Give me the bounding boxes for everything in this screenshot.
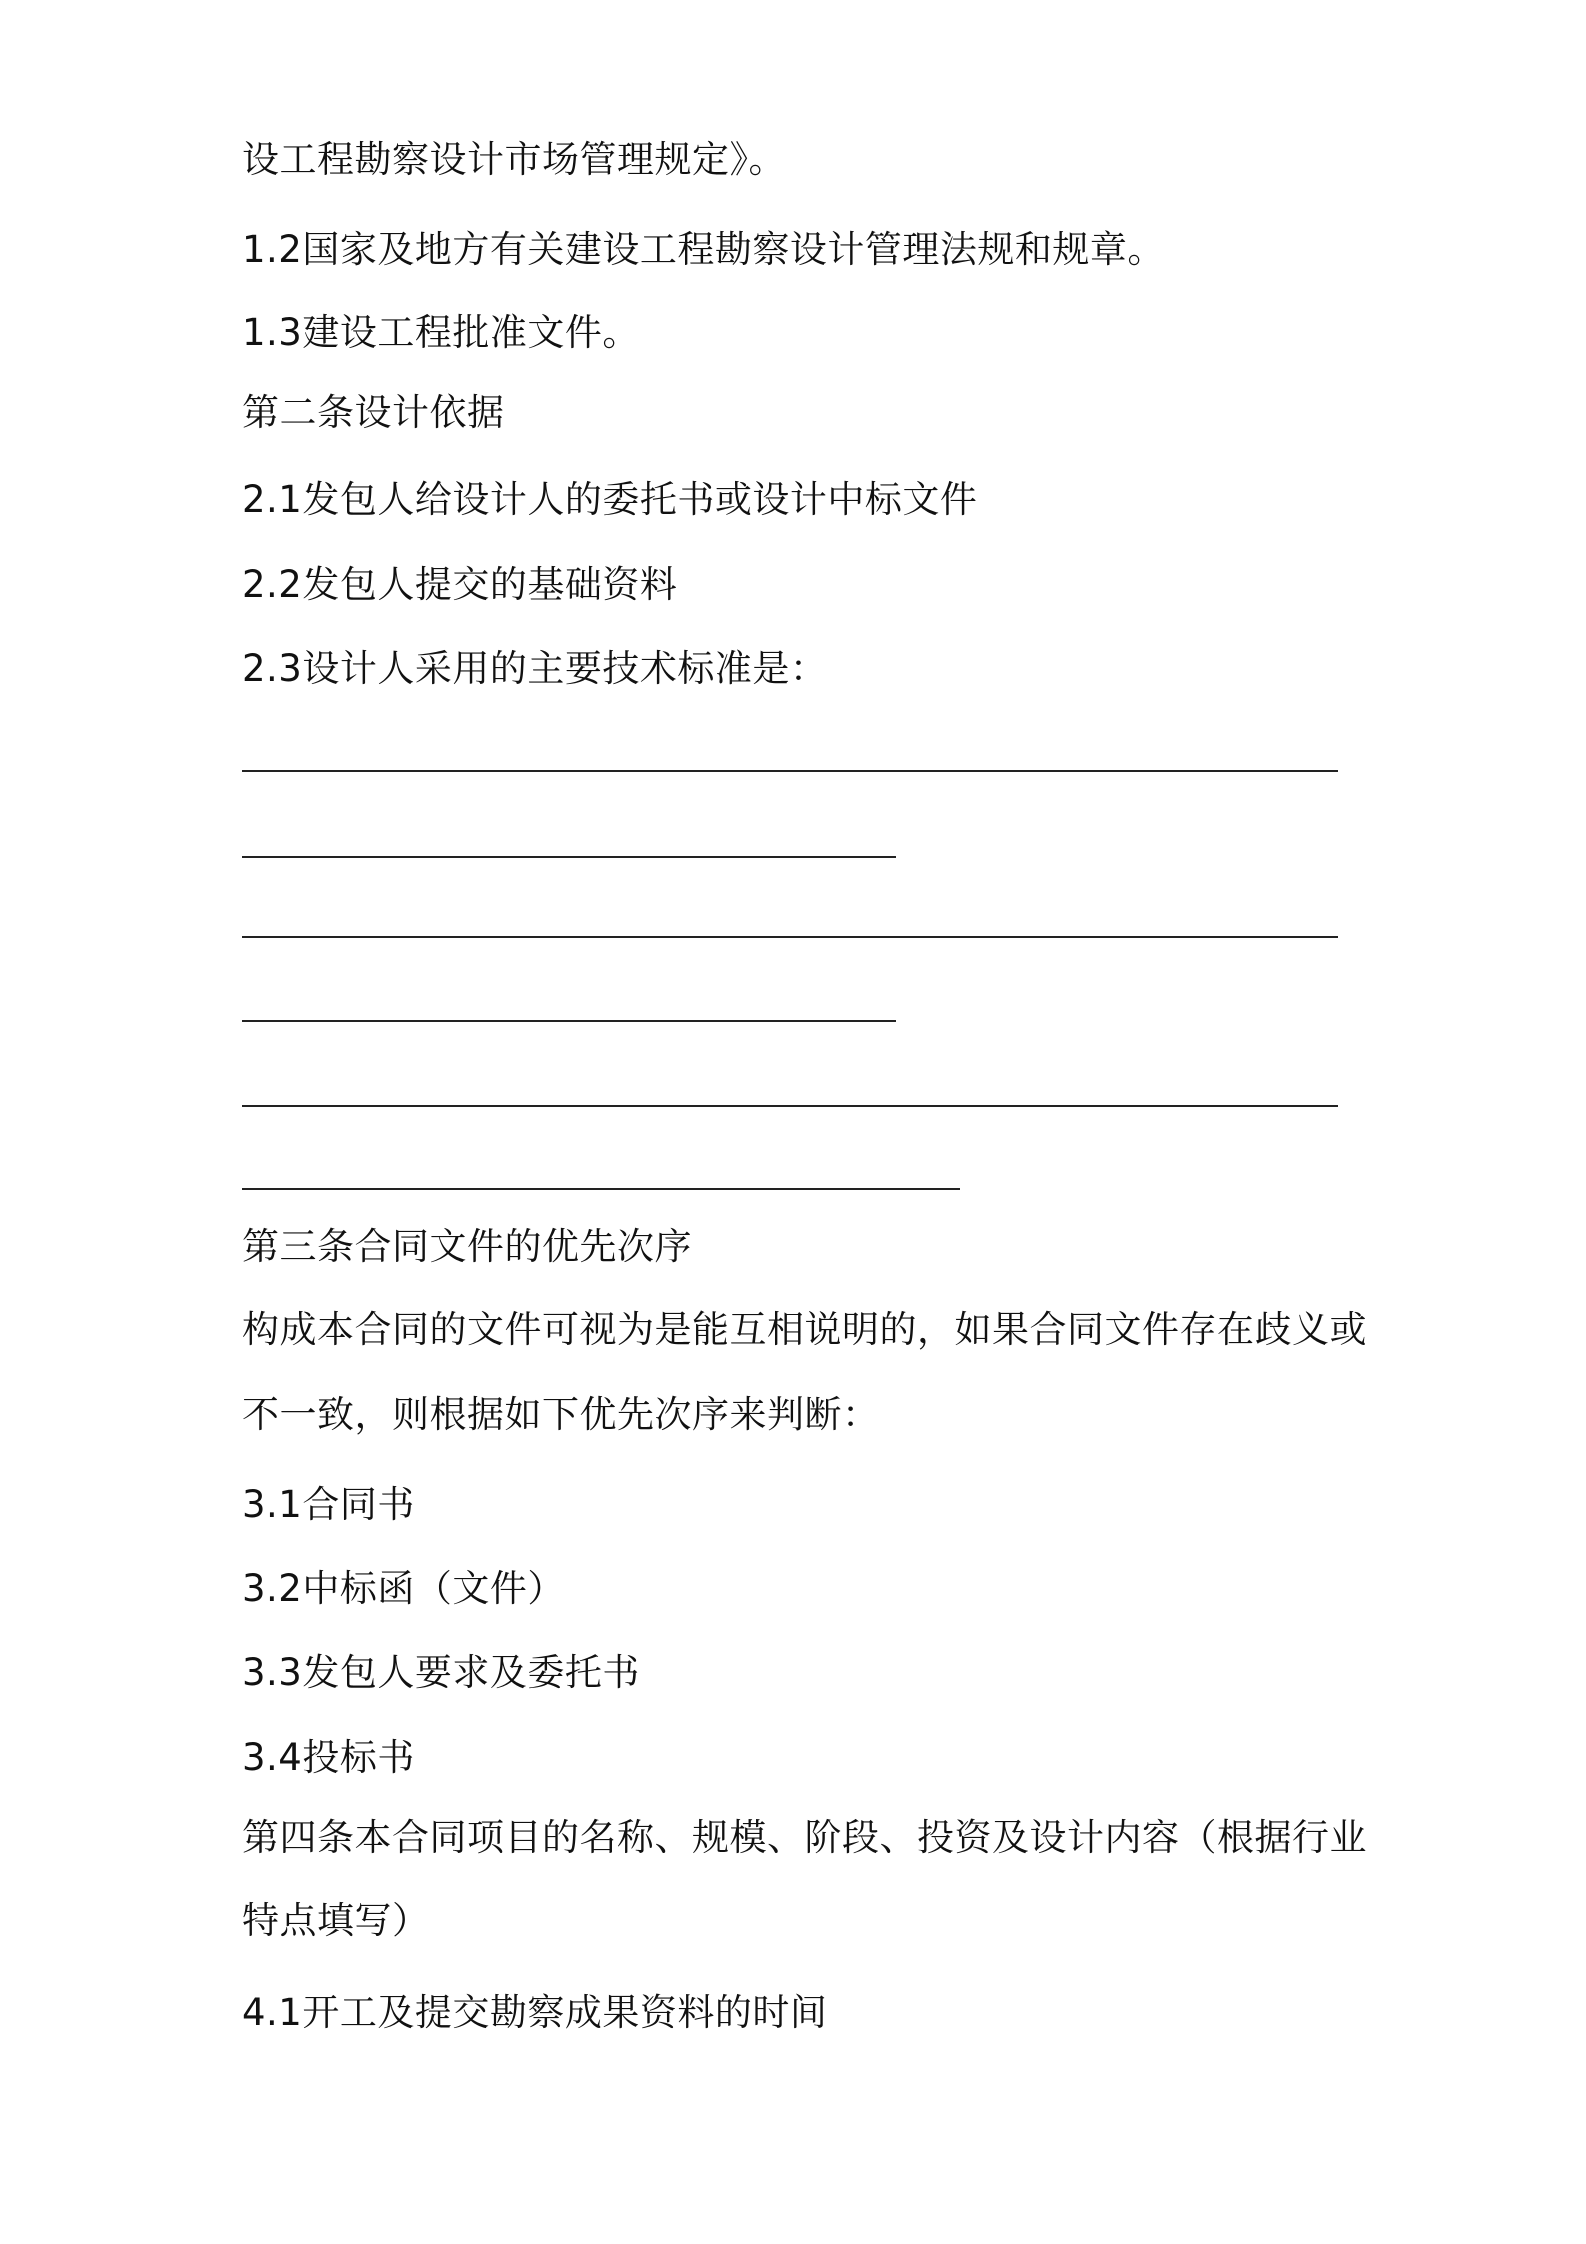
clause-2-2: 2.2发包人提交的基础资料 (242, 563, 678, 606)
article-4-heading-line-1: 第四条本合同项目的名称、规模、阶段、投资及设计内容（根据行业 (242, 1816, 1367, 1859)
clause-3-3: 3.3发包人要求及委托书 (242, 1651, 640, 1694)
fill-in-blank-line (242, 1020, 896, 1022)
clause-3-2: 3.2中标函（文件） (242, 1567, 565, 1610)
clause-3-1: 3.1合同书 (242, 1483, 415, 1526)
fill-in-blank-line (242, 936, 1338, 938)
fill-in-blank-line (242, 856, 896, 858)
paragraph-regulation-title-end: 设工程勘察设计市场管理规定》。 (242, 138, 786, 181)
fill-in-blank-line (242, 1188, 960, 1190)
article-3-heading: 第三条合同文件的优先次序 (242, 1225, 692, 1268)
article-3-body-line-2: 不一致，则根据如下优先次序来判断： (242, 1393, 880, 1436)
article-3-body-line-1: 构成本合同的文件可视为是能互相说明的，如果合同文件存在歧义或 (242, 1308, 1367, 1351)
fill-in-blank-line (242, 770, 1338, 772)
clause-2-1: 2.1发包人给设计人的委托书或设计中标文件 (242, 478, 978, 521)
article-4-heading-line-2: 特点填写） (242, 1899, 430, 1942)
clause-3-4: 3.4投标书 (242, 1736, 415, 1779)
article-2-heading: 第二条设计依据 (242, 391, 505, 434)
clause-4-1: 4.1开工及提交勘察成果资料的时间 (242, 1991, 828, 2034)
fill-in-blank-line (242, 1105, 1338, 1107)
clause-1-2: 1.2国家及地方有关建设工程勘察设计管理法规和规章。 (242, 228, 1165, 271)
clause-1-3: 1.3建设工程批准文件。 (242, 311, 640, 354)
clause-2-3: 2.3设计人采用的主要技术标准是： (242, 647, 828, 690)
